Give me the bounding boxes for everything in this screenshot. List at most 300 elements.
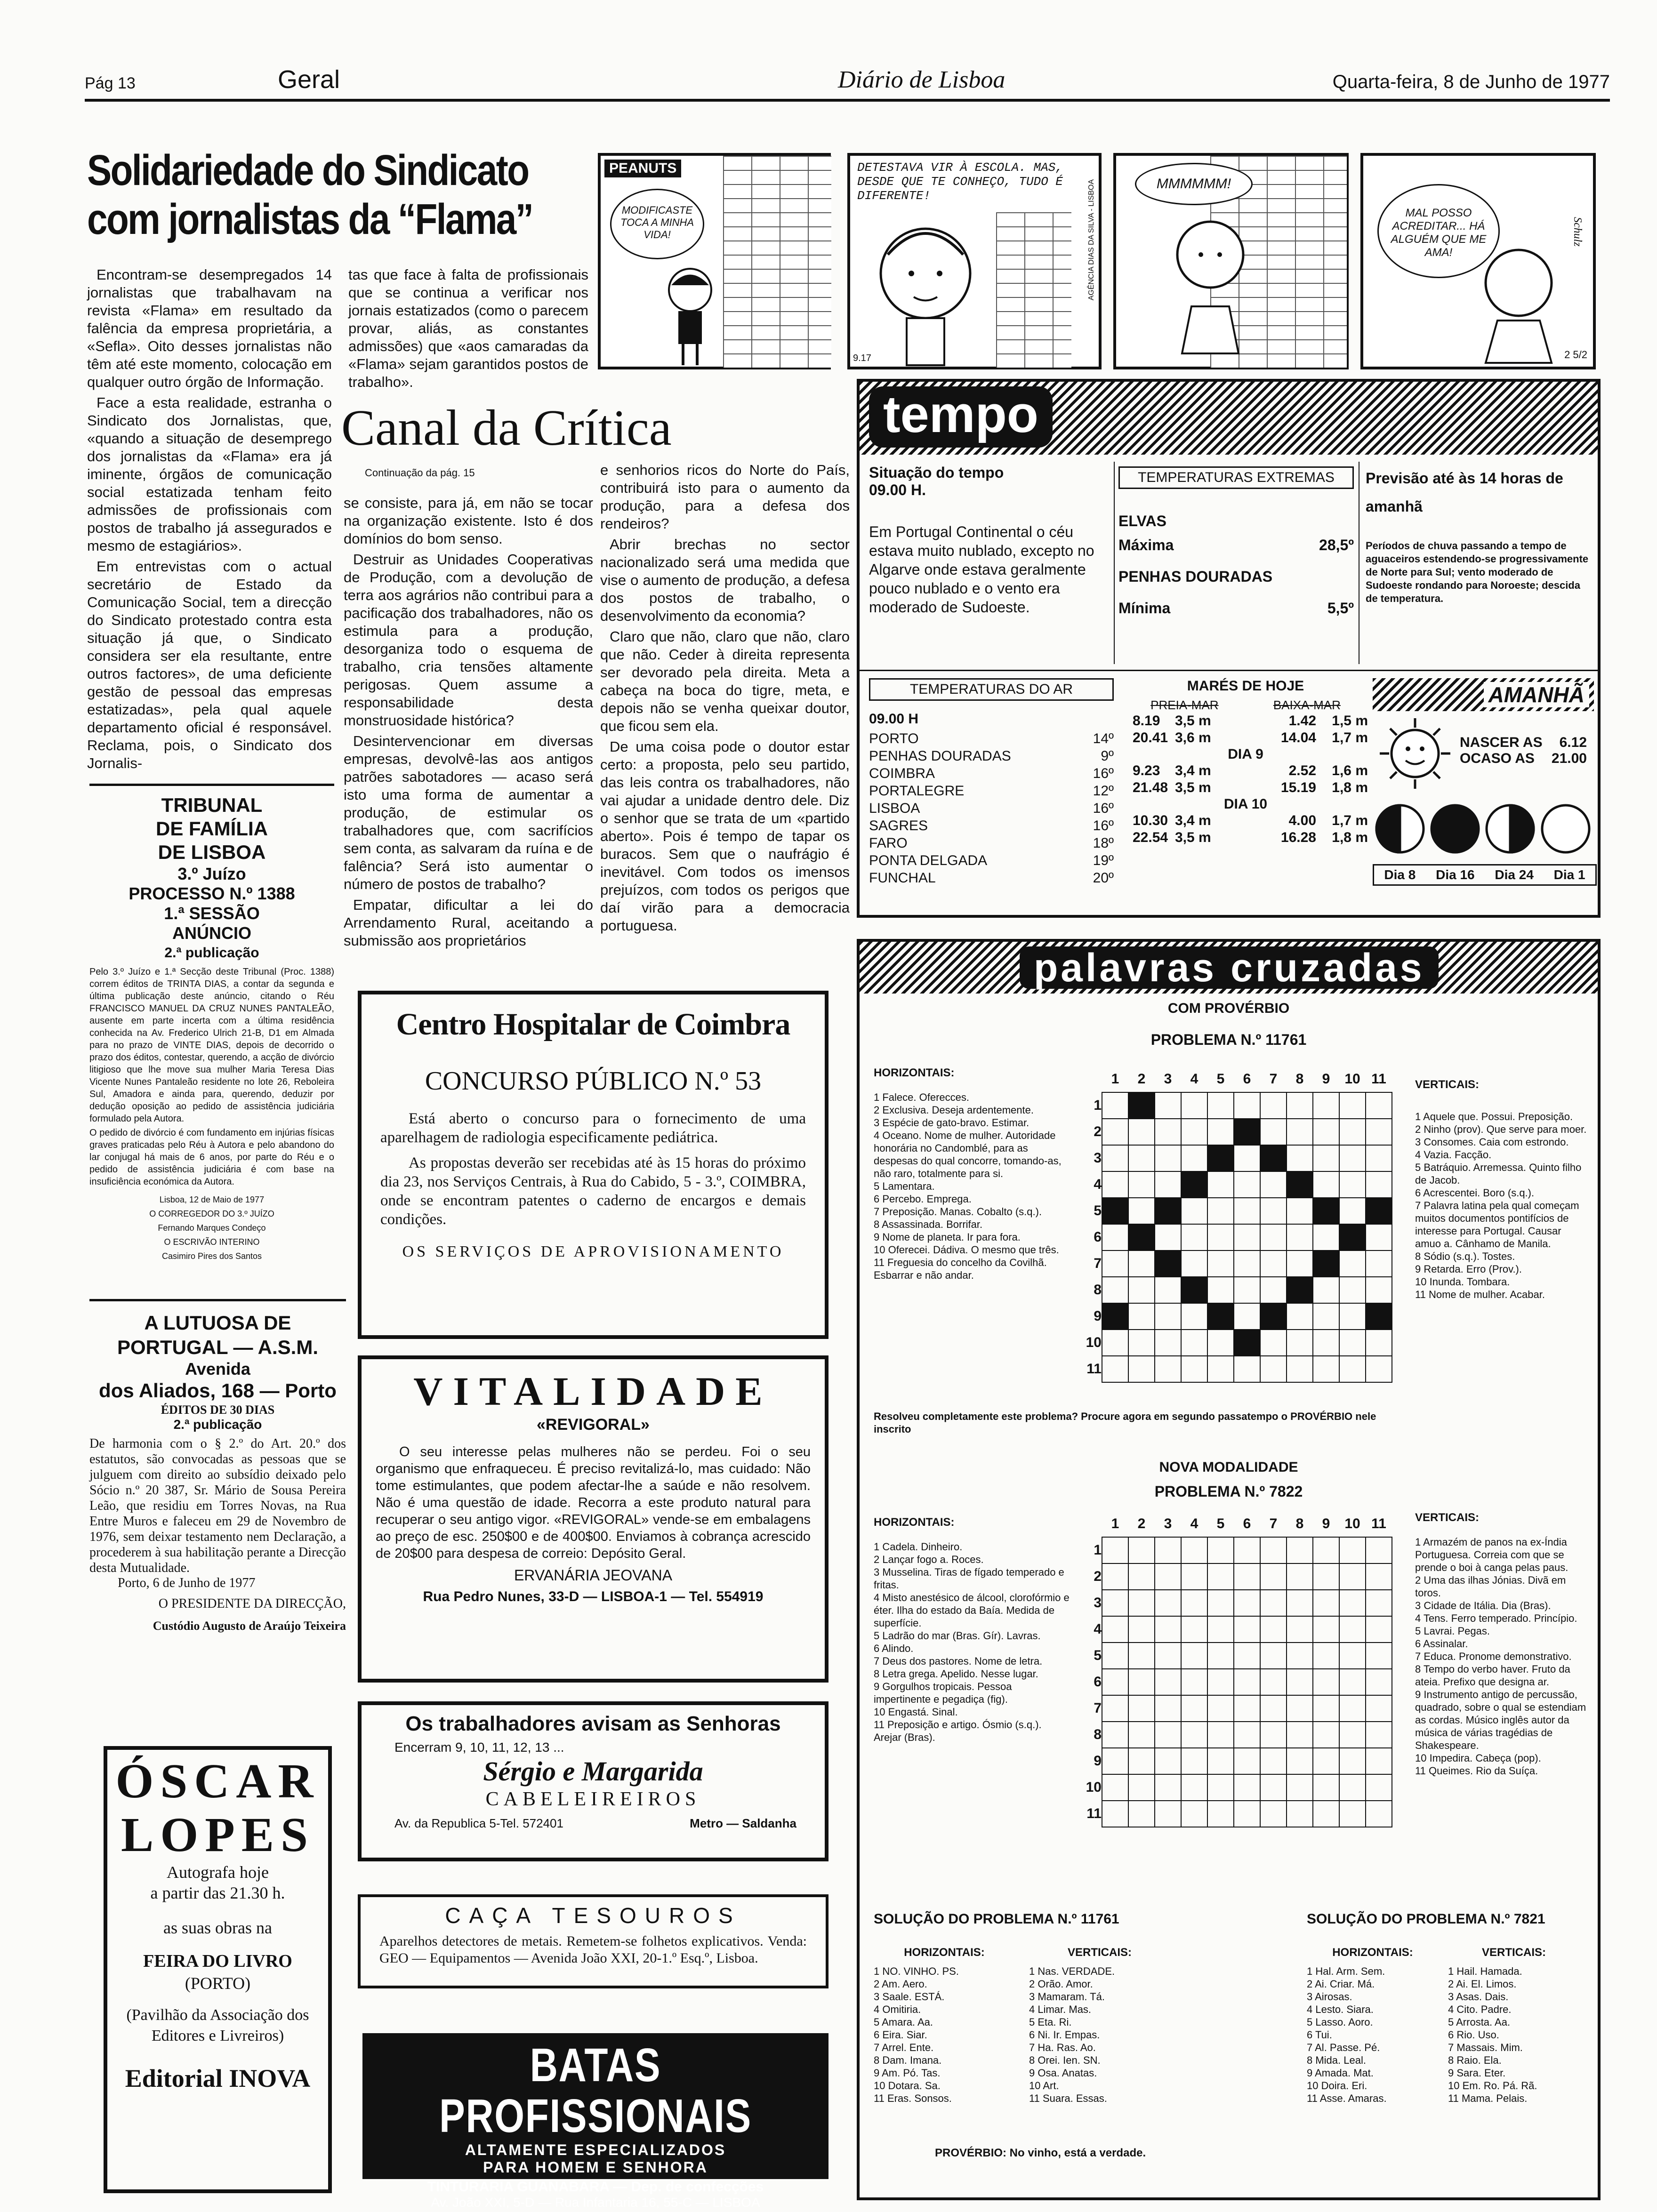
grid-cell[interactable] — [1102, 1250, 1128, 1277]
grid-cell[interactable] — [1339, 1171, 1366, 1198]
grid-cell[interactable] — [1155, 1303, 1181, 1330]
clue-horizontal: 11 Preposição e artigo. Ósmio (s.q.). Arejar (Bras). — [874, 1719, 1042, 1743]
grid-cell[interactable] — [1366, 1330, 1392, 1356]
grid-cell[interactable] — [1155, 1669, 1181, 1695]
grid-cell[interactable] — [1260, 1277, 1287, 1303]
grid-cell[interactable] — [1181, 1356, 1207, 1382]
grid-cell[interactable] — [1102, 1801, 1128, 1827]
grid-cell[interactable] — [1155, 1145, 1181, 1171]
tide-row — [1123, 779, 1368, 796]
tide-height: 3,5 m — [1175, 713, 1211, 729]
grid-cell[interactable] — [1366, 1537, 1392, 1563]
grid-cell[interactable] — [1287, 1224, 1313, 1250]
grid-cell[interactable] — [1260, 1250, 1287, 1277]
grid-cell[interactable] — [1128, 1695, 1155, 1722]
clue-horizontal: 9 Nome de planeta. Ir para fora. — [874, 1231, 1021, 1243]
grid-cell[interactable] — [1339, 1748, 1366, 1774]
tide-height: 1,8 m — [1332, 830, 1368, 845]
grid-cell[interactable] — [1287, 1590, 1313, 1616]
grid-cell[interactable] — [1339, 1198, 1366, 1224]
grid-col-number: 10 — [1344, 1516, 1360, 1531]
grid-cell[interactable] — [1287, 1801, 1313, 1827]
grid-cell[interactable] — [1234, 1669, 1260, 1695]
grid-cell[interactable] — [1234, 1250, 1260, 1277]
batas-title: BATAS PROFISSIONAIS — [439, 2039, 752, 2142]
grid-cell[interactable] — [1313, 1801, 1339, 1827]
grid-cell[interactable] — [1287, 1250, 1313, 1277]
grid-cell[interactable] — [1155, 1722, 1181, 1748]
grid-block — [1287, 1277, 1313, 1303]
grid-cell[interactable] — [1155, 1171, 1181, 1198]
grid-cell[interactable] — [1366, 1616, 1392, 1643]
grid-cell[interactable] — [1128, 1801, 1155, 1827]
grid-cell[interactable] — [1207, 1119, 1234, 1145]
grid-cell[interactable] — [1128, 1748, 1155, 1774]
grid-cell[interactable] — [1181, 1563, 1207, 1590]
grid-cell[interactable] — [1234, 1277, 1260, 1303]
grid-cell[interactable] — [1313, 1695, 1339, 1722]
grid-cell[interactable] — [1339, 1356, 1366, 1382]
grid-cell[interactable] — [1181, 1250, 1207, 1277]
grid-cell[interactable] — [1366, 1748, 1392, 1774]
grid-cell[interactable] — [1207, 1277, 1234, 1303]
grid-cell[interactable] — [1128, 1722, 1155, 1748]
grid-cell[interactable] — [1366, 1145, 1392, 1171]
page-header — [85, 61, 1610, 102]
grid-row-number: 11 — [1086, 1361, 1102, 1377]
grid-cell[interactable] — [1339, 1695, 1366, 1722]
clue-horizontal: 9 Gorgulhos tropicais. Pessoa impertinente e pegadiça (fig). — [874, 1681, 1012, 1705]
grid-cell[interactable] — [1207, 1643, 1234, 1669]
grid-cell[interactable] — [1128, 1277, 1155, 1303]
grid-cell[interactable] — [1128, 1356, 1155, 1382]
grid-row-number: 5 — [1094, 1648, 1102, 1663]
grid-cell[interactable] — [1339, 1303, 1366, 1330]
grid-cell[interactable] — [1181, 1145, 1207, 1171]
forecast-text: Períodos de chuva passando a tempo de aguaceiros estendendo-se progressivamente de Norte para Sul; vento moderado de Sudoeste rondando para Noroeste; descida de temperatura. — [1366, 540, 1589, 604]
grid-cell[interactable] — [1260, 1092, 1287, 1119]
critica-col2 — [600, 461, 850, 935]
grid-cell[interactable] — [1234, 1722, 1260, 1748]
batas-line: TINTURARIA GUANABARA — Dep. de confecções — [427, 2179, 764, 2195]
grid-cell[interactable] — [1102, 1092, 1128, 1119]
problem2-subtitle: NOVA MODALIDADE — [1159, 1459, 1298, 1475]
grid-cell[interactable] — [1207, 1563, 1234, 1590]
solution-entry: 3 Saale. ESTÁ. — [874, 1991, 945, 2003]
grid-cell[interactable] — [1181, 1537, 1207, 1563]
grid-cell[interactable] — [1260, 1643, 1287, 1669]
grid-cell[interactable] — [1366, 1092, 1392, 1119]
grid-cell[interactable] — [1234, 1616, 1260, 1643]
grid-cell[interactable] — [1234, 1774, 1260, 1801]
grid-cell[interactable] — [1207, 1669, 1234, 1695]
grid-cell[interactable] — [1287, 1330, 1313, 1356]
grid-cell[interactable] — [1102, 1537, 1128, 1563]
grid-cell[interactable] — [1181, 1590, 1207, 1616]
grid-row-number: 10 — [1086, 1335, 1102, 1350]
grid-cell[interactable] — [1287, 1748, 1313, 1774]
grid-cell[interactable] — [1313, 1537, 1339, 1563]
grid-cell[interactable] — [1234, 1590, 1260, 1616]
grid-row-number: 9 — [1094, 1753, 1102, 1769]
oscar-publisher: Editorial INOVA — [125, 2064, 311, 2092]
grid-cell[interactable] — [1313, 1563, 1339, 1590]
brick-wall — [723, 156, 831, 368]
grid-cell[interactable] — [1102, 1774, 1128, 1801]
solution-entry: 4 Limar. Mas. — [1029, 2004, 1092, 2015]
solution-entry: 10 Dotara. Sa. — [874, 2080, 941, 2092]
grid-cell[interactable] — [1207, 1748, 1234, 1774]
grid-cell[interactable] — [1102, 1171, 1128, 1198]
grid-cell[interactable] — [1287, 1774, 1313, 1801]
grid-cell[interactable] — [1260, 1119, 1287, 1145]
tides-day10 — [1123, 812, 1368, 846]
grid-cell[interactable] — [1128, 1616, 1155, 1643]
grid-cell[interactable] — [1181, 1748, 1207, 1774]
grid-cell[interactable] — [1234, 1748, 1260, 1774]
grid-cell[interactable] — [1155, 1643, 1181, 1669]
grid-cell[interactable] — [1155, 1748, 1181, 1774]
grid-row-number: 11 — [1086, 1806, 1102, 1821]
grid-cell[interactable] — [1128, 1119, 1155, 1145]
grid-cell[interactable] — [1155, 1277, 1181, 1303]
grid-cell[interactable] — [1313, 1330, 1339, 1356]
grid-cell[interactable] — [1234, 1643, 1260, 1669]
grid-row-number: 1 — [1094, 1098, 1102, 1113]
tide-height: 1,7 m — [1332, 730, 1368, 745]
oscar-text: a partir das 21.30 h. — [150, 1883, 285, 1902]
grid-cell[interactable] — [1207, 1801, 1234, 1827]
tide-time: 8.19 — [1133, 713, 1160, 729]
paragraph: Face a esta realidade, estranha o Sindicato dos Jornalistas, que, «quando a situação de desemprego dos jornalistas da «Flama» era já iminente, órgãos de comunicação social estatizada tenham feito admissões de profissionais com postos de trabalho já assegurados e mesmo de estagiários». — [87, 394, 332, 554]
grid-cell[interactable] — [1155, 1774, 1181, 1801]
grid-cell[interactable] — [1260, 1748, 1287, 1774]
grid-cell[interactable] — [1181, 1801, 1207, 1827]
grid-cell[interactable] — [1155, 1801, 1181, 1827]
lutuosa-text: De harmonia com o § 2.º do Art. 20.º dos estatutos, são convocadas as pessoas que se julguem com direito ao subsídio deixado pelo Sócio n.º 20 387, Sr. Mário de Sousa Pereira Leão, que residiu em Torres Novas, na Rua Entre Muros e faleceu em 29 de Novembro de 1976, sem deixar testamento nem Declaração, a procederem à sua habilitação perante a Direcção desta Mutualidade. — [89, 1436, 346, 1575]
grid-cell[interactable] — [1234, 1563, 1260, 1590]
grid-cell[interactable] — [1313, 1224, 1339, 1250]
grid-cell[interactable] — [1313, 1145, 1339, 1171]
tide-height: 3,5 m — [1175, 780, 1211, 795]
grid-cell[interactable] — [1207, 1092, 1234, 1119]
problem2-title: PROBLEMA N.º 7822 — [1154, 1483, 1303, 1500]
tribunal-publicacao: 2.ª publicação — [164, 945, 259, 961]
city-temp: 9º — [1101, 748, 1114, 764]
grid-cell[interactable] — [1366, 1277, 1392, 1303]
grid-cell[interactable] — [1181, 1643, 1207, 1669]
grid-cell[interactable] — [1260, 1722, 1287, 1748]
tides-title: MARÉS DE HOJE — [1187, 678, 1304, 694]
grid-cell[interactable] — [1287, 1695, 1313, 1722]
grid-cell[interactable] — [1181, 1119, 1207, 1145]
solution1-vertical — [1029, 1965, 1170, 2105]
grid-cell[interactable] — [1339, 1590, 1366, 1616]
grid-row-number: 3 — [1094, 1150, 1102, 1166]
lutuosa-title: A LUTUOSA DE — [144, 1312, 291, 1334]
grid-cell[interactable] — [1339, 1616, 1366, 1643]
solution-entry: 7 Ha. Ras. Ao. — [1029, 2042, 1096, 2053]
grid-cell[interactable] — [1313, 1722, 1339, 1748]
grid-cell[interactable] — [1339, 1145, 1366, 1171]
clue-vertical: 6 Assinalar. — [1415, 1638, 1468, 1650]
grid-cell[interactable] — [1260, 1224, 1287, 1250]
lutuosa-title: PORTUGAL — A.S.M. — [117, 1336, 318, 1358]
grid-cell[interactable] — [1287, 1722, 1313, 1748]
grid-cell[interactable] — [1102, 1145, 1128, 1171]
lutuosa-date: Porto, 6 de Junho de 1977 — [118, 1576, 256, 1590]
grid-cell[interactable] — [1207, 1171, 1234, 1198]
caca-tesouros-ad — [358, 1894, 828, 1988]
solution-entry: 3 Mamaram. Tá. — [1029, 1991, 1105, 2003]
grid-cell[interactable] — [1128, 1250, 1155, 1277]
solution-entry: 9 Am. Pó. Tas. — [874, 2067, 941, 2079]
vertical-clues — [1415, 1536, 1589, 1777]
grid-cell[interactable] — [1339, 1774, 1366, 1801]
grid-cell[interactable] — [1102, 1356, 1128, 1382]
grid-cell[interactable] — [1366, 1250, 1392, 1277]
grid-cell[interactable] — [1102, 1119, 1128, 1145]
grid-cell[interactable] — [1102, 1643, 1128, 1669]
cabeleireiros-ad — [358, 1701, 828, 1861]
grid-cell[interactable] — [1313, 1590, 1339, 1616]
grid-cell[interactable] — [1366, 1643, 1392, 1669]
solution-entry: 3 Airosas. — [1307, 1991, 1352, 2003]
city-temp: 19º — [1093, 853, 1114, 868]
grid-cell[interactable] — [1313, 1643, 1339, 1669]
grid-cell[interactable] — [1207, 1356, 1234, 1382]
tide-height: 3,4 m — [1175, 813, 1211, 828]
grid-cell[interactable] — [1155, 1330, 1181, 1356]
grid-cell[interactable] — [1287, 1563, 1313, 1590]
grid-cell[interactable] — [1287, 1119, 1313, 1145]
grid-cell[interactable] — [1260, 1774, 1287, 1801]
vitalidade-shop: ERVANÁRIA JEOVANA — [514, 1567, 673, 1584]
grid-cell[interactable] — [1102, 1616, 1128, 1643]
grid-cell[interactable] — [1207, 1250, 1234, 1277]
grid-cell[interactable] — [1313, 1616, 1339, 1643]
grid-cell[interactable] — [1260, 1330, 1287, 1356]
grid-cell[interactable] — [1287, 1669, 1313, 1695]
grid-cell[interactable] — [1287, 1643, 1313, 1669]
grid-cell[interactable] — [1128, 1590, 1155, 1616]
grid-cell[interactable] — [1181, 1092, 1207, 1119]
comic-number: 2 5/2 — [1564, 349, 1587, 361]
clue-horizontal: 1 Cadela. Dinheiro. — [874, 1541, 963, 1553]
grid-cell[interactable] — [1339, 1643, 1366, 1669]
city-name: PENHAS DOURADAS — [869, 748, 1011, 764]
grid-cell[interactable] — [1181, 1774, 1207, 1801]
grid-cell[interactable] — [1207, 1224, 1234, 1250]
grid-cell[interactable] — [1260, 1537, 1287, 1563]
grid-cell[interactable] — [1128, 1563, 1155, 1590]
grid-cell[interactable] — [1155, 1119, 1181, 1145]
grid-cell[interactable] — [1287, 1092, 1313, 1119]
paragraph: Em entrevistas com o actual secretário de Estado da Comunicação Social, tem a direcção do Sindicato protestado contra esta situação já que, o Sindicato considera ser ela resultante, entre outros factores», de uma deficiente gestão de pessoal das empresas estatizadas», pela qual aquele departamento oficial é responsável. Reclama, pois, o Sindicato dos Jornalis- — [87, 558, 332, 771]
grid-cell[interactable] — [1366, 1224, 1392, 1250]
city-row — [869, 800, 1114, 817]
grid-cell[interactable] — [1207, 1198, 1234, 1224]
headline-line-2: com jornalistas da “Flama” — [87, 195, 533, 243]
grid-cell[interactable] — [1366, 1563, 1392, 1590]
grid-cell[interactable] — [1260, 1356, 1287, 1382]
grid-cell[interactable] — [1102, 1590, 1128, 1616]
grid-cell[interactable] — [1287, 1145, 1313, 1171]
grid-cell[interactable] — [1313, 1774, 1339, 1801]
grid-cell[interactable] — [1155, 1616, 1181, 1643]
grid-cell[interactable] — [1339, 1330, 1366, 1356]
grid-cell[interactable] — [1181, 1303, 1207, 1330]
clue-vertical: 9 Retarda. Erro (Prov.). — [1415, 1263, 1522, 1275]
grid-cell[interactable] — [1339, 1722, 1366, 1748]
grid-cell[interactable] — [1339, 1277, 1366, 1303]
grid-cell[interactable] — [1313, 1669, 1339, 1695]
grid-cell[interactable] — [1181, 1669, 1207, 1695]
grid-cell[interactable] — [1366, 1669, 1392, 1695]
grid-cell[interactable] — [1366, 1171, 1392, 1198]
grid-cell[interactable] — [1260, 1171, 1287, 1198]
grid-cell[interactable] — [1234, 1224, 1260, 1250]
grid-cell[interactable] — [1155, 1695, 1181, 1722]
grid-cell[interactable] — [1102, 1748, 1128, 1774]
grid-cell[interactable] — [1339, 1092, 1366, 1119]
grid-cell[interactable] — [1102, 1330, 1128, 1356]
grid-cell[interactable] — [1181, 1224, 1207, 1250]
grid-cell[interactable] — [1287, 1616, 1313, 1643]
extremes-title: TEMPERATURAS EXTREMAS — [1118, 466, 1354, 489]
grid-cell[interactable] — [1260, 1563, 1287, 1590]
grid-cell[interactable] — [1313, 1171, 1339, 1198]
grid-cell[interactable] — [1260, 1695, 1287, 1722]
grid-cell[interactable] — [1102, 1563, 1128, 1590]
grid-cell[interactable] — [1287, 1198, 1313, 1224]
city-temp: 16º — [1093, 766, 1114, 781]
grid-cell[interactable] — [1313, 1119, 1339, 1145]
grid-cell[interactable] — [1260, 1198, 1287, 1224]
grid-cell[interactable] — [1234, 1801, 1260, 1827]
moon-day-label: Dia 8 — [1384, 867, 1416, 882]
grid-cell[interactable] — [1234, 1695, 1260, 1722]
grid-cell[interactable] — [1234, 1145, 1260, 1171]
grid-cell[interactable] — [1366, 1801, 1392, 1827]
grid-cell[interactable] — [1339, 1669, 1366, 1695]
grid-cell[interactable] — [1313, 1356, 1339, 1382]
clue-vertical: 8 Tempo do verbo haver. Fruto da ateia. Prefixo que designa ar. — [1415, 1663, 1570, 1688]
grid-cell[interactable] — [1102, 1722, 1128, 1748]
grid-cell[interactable] — [1155, 1092, 1181, 1119]
grid-cell[interactable] — [1366, 1722, 1392, 1748]
tribunal-signature-title: O ESCRIVÃO INTERINO — [164, 1237, 260, 1247]
cabeleireiros-name: Sérgio e Margarida — [483, 1756, 703, 1787]
min-label: Mínima — [1118, 600, 1171, 617]
cabeleireiros-dates: Encerram 9, 10, 11, 12, 13 ... — [394, 1740, 564, 1755]
grid-cell[interactable] — [1155, 1590, 1181, 1616]
grid-cell[interactable] — [1128, 1669, 1155, 1695]
grid-cell[interactable] — [1313, 1748, 1339, 1774]
grid-cell[interactable] — [1260, 1590, 1287, 1616]
grid-cell[interactable] — [1339, 1537, 1366, 1563]
grid-cell[interactable] — [1260, 1616, 1287, 1643]
grid-cell[interactable] — [1313, 1092, 1339, 1119]
grid-cell[interactable] — [1207, 1722, 1234, 1748]
grid-cell[interactable] — [1155, 1563, 1181, 1590]
grid-cell[interactable] — [1234, 1303, 1260, 1330]
grid-cell[interactable] — [1366, 1356, 1392, 1382]
grid-cell[interactable] — [1181, 1695, 1207, 1722]
grid-cell[interactable] — [1339, 1563, 1366, 1590]
grid-cell[interactable] — [1102, 1224, 1128, 1250]
grid-cell[interactable] — [1128, 1537, 1155, 1563]
grid-cell[interactable] — [1366, 1774, 1392, 1801]
grid-cell[interactable] — [1102, 1277, 1128, 1303]
tides-high-label: PREIA-MAR — [1150, 698, 1219, 712]
grid-cell[interactable] — [1155, 1224, 1181, 1250]
paragraph: e senhorios ricos do Norte do País, contribuirá isto para o aumento da produção, para a defesa dos rendeiros? — [600, 462, 850, 532]
grid-cell[interactable] — [1128, 1303, 1155, 1330]
grid-cell[interactable] — [1234, 1092, 1260, 1119]
grid-cell[interactable] — [1181, 1198, 1207, 1224]
grid-cell[interactable] — [1207, 1695, 1234, 1722]
grid-cell[interactable] — [1102, 1695, 1128, 1722]
city-temp: 12º — [1093, 783, 1114, 799]
sun-icon — [1377, 716, 1453, 791]
grid-cell[interactable] — [1128, 1145, 1155, 1171]
grid-cell[interactable] — [1207, 1774, 1234, 1801]
grid-cell[interactable] — [1207, 1537, 1234, 1563]
grid-cell[interactable] — [1128, 1198, 1155, 1224]
grid-cell[interactable] — [1181, 1616, 1207, 1643]
moon-day-label: Dia 1 — [1553, 867, 1585, 882]
comic-agency: AGÊNCIA DIAS DA SILVA - LISBOA — [1087, 179, 1095, 301]
grid-cell[interactable] — [1102, 1669, 1128, 1695]
grid-cell[interactable] — [1366, 1119, 1392, 1145]
grid-cell[interactable] — [1287, 1356, 1313, 1382]
grid-cell[interactable] — [1234, 1356, 1260, 1382]
grid-cell[interactable] — [1128, 1171, 1155, 1198]
grid-cell[interactable] — [1181, 1722, 1207, 1748]
grid-cell[interactable] — [1234, 1537, 1260, 1563]
grid-cell[interactable] — [1339, 1801, 1366, 1827]
grid-cell[interactable] — [1234, 1171, 1260, 1198]
grid-cell[interactable] — [1207, 1616, 1234, 1643]
comic-panel-3 — [1113, 153, 1349, 369]
grid-cell[interactable] — [1260, 1801, 1287, 1827]
vitalidade-ad — [358, 1355, 828, 1683]
grid-cell[interactable] — [1155, 1356, 1181, 1382]
grid-cell[interactable] — [1128, 1330, 1155, 1356]
grid-cell[interactable] — [1128, 1774, 1155, 1801]
grid-cell[interactable] — [1207, 1590, 1234, 1616]
clue-horizontal: 8 Letra grega. Apelido. Nesse lugar. — [874, 1668, 1038, 1680]
paragraph: Destruir as Unidades Cooperativas de Produção, com a devolução de terra aos agrários não contribui para a pacificação dos trabalhadores, não os estimula para a produção, desorganiza todo o esquema de trabalho, cria tensões altamente perigosas. Quem assume a responsabilidade desta monstruosidade histórica? — [344, 551, 593, 729]
hospital-footer: OS SERVIÇOS DE APROVISIONAMENTO — [402, 1243, 784, 1260]
grid-cell[interactable] — [1339, 1250, 1366, 1277]
grid-cell[interactable] — [1313, 1303, 1339, 1330]
grid-cell[interactable] — [1339, 1119, 1366, 1145]
grid-cell[interactable] — [1366, 1590, 1392, 1616]
grid-cell[interactable] — [1260, 1669, 1287, 1695]
grid-cell[interactable] — [1155, 1537, 1181, 1563]
grid-cell[interactable] — [1207, 1330, 1234, 1356]
clue-vertical: 2 Ninho (prov). Que serve para moer. — [1415, 1123, 1587, 1135]
grid-cell[interactable] — [1181, 1330, 1207, 1356]
grid-cell[interactable] — [1366, 1695, 1392, 1722]
grid-cell[interactable] — [1234, 1198, 1260, 1224]
grid-cell[interactable] — [1287, 1537, 1313, 1563]
grid-cell[interactable] — [1313, 1277, 1339, 1303]
grid-cell[interactable] — [1128, 1643, 1155, 1669]
grid-cell[interactable] — [1287, 1303, 1313, 1330]
